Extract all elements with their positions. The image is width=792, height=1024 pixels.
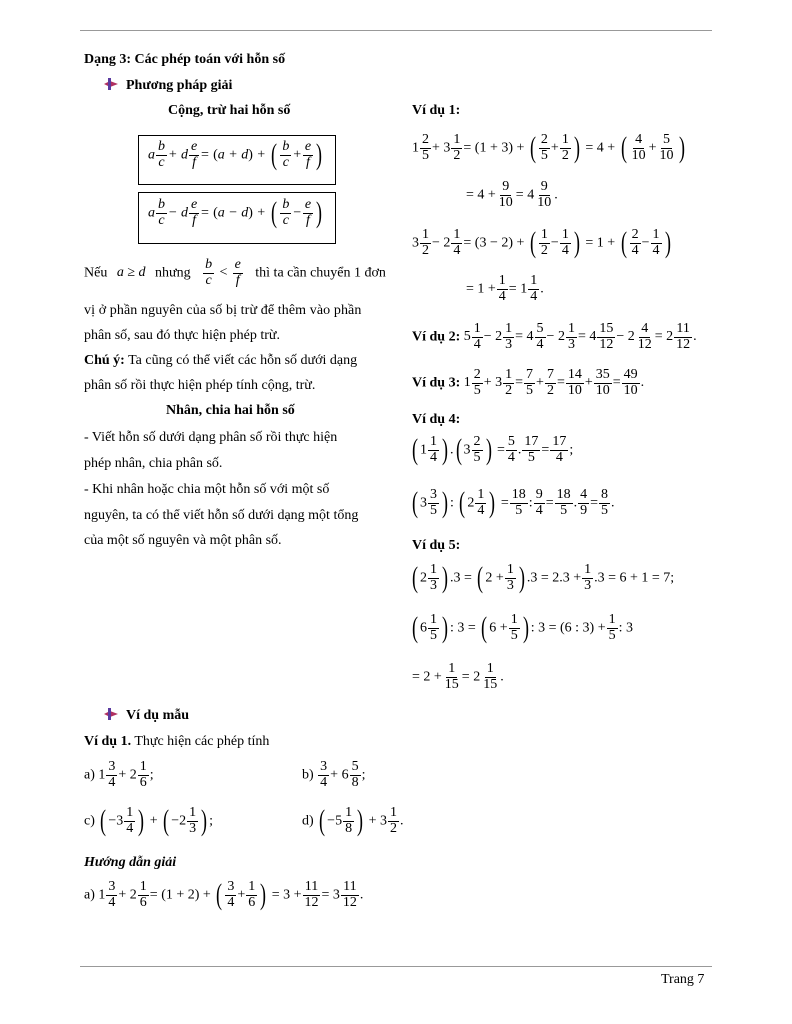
md-line-4: nguyên, ta có thể viết hỗn số dưới dạng một tổng	[84, 508, 359, 523]
ex1-text: Thực hiện các phép tính	[134, 734, 270, 749]
formula-add: a $\frac{b}{c}$ + d $\frac{e}{f}$ = (a + d) + ( $\frac{b}{c}$ + $\frac{e}{f}$ )	[148, 138, 323, 172]
md-line-1: - Viết hỗn số dưới dạng phân số rồi thực hiện	[84, 430, 338, 445]
vd2-line: Ví dụ 2: 5 $\frac{1}{4}$ − 2 $\frac{1}{3}$ = 4 $\frac{5}{4}$ − 2 $\frac{1}{3}$ = 4 $\frac{15}{12}$ − 2 $\frac{4}{12}$ = 2 $\frac{11}{12}$ .	[412, 321, 697, 352]
ex1-line	[84, 734, 269, 750]
ex1-label: Ví dụ 1.	[84, 734, 132, 749]
chu-y-line-2: phân số rồi thực hiện phép tính cộng, trừ.	[84, 378, 316, 393]
note-text-b: nhưng	[155, 265, 191, 281]
bullet-icon	[104, 708, 118, 720]
vd1-eq4: = 1 + $\frac{1}{4}$ = 1 $\frac{1}{4}$ .	[466, 273, 544, 304]
note-text-c: thì ta cần chuyển 1 đơn	[255, 265, 386, 281]
ex1-b: b) $\frac{3}{4}$ + 6 $\frac{5}{8}$ ;	[302, 759, 366, 790]
vd1-eq3: 3 $\frac{1}{2}$ − 2 $\frac{1}{4}$ = (3 − 2) + ( $\frac{1}{2}$ − $\frac{1}{4}$ ) = 1 + ( $\frac{2}{4}$ − $\frac{1}{4}$ )	[412, 226, 671, 260]
md-line-2: phép nhân, chia phân số.	[84, 456, 223, 471]
vd1-eq1: 1 $\frac{2}{5}$ + 3 $\frac{1}{2}$ = (1 + 3) + ( $\frac{2}{5}$ + $\frac{1}{2}$ ) = 4 + ( $\frac{4}{10}$ + $\frac{5}{10}$ )	[412, 131, 685, 165]
vd5-label: Ví dụ 5:	[412, 538, 461, 553]
method-heading	[104, 78, 232, 94]
header-rule	[80, 30, 712, 31]
vd3-label: Ví dụ 3:	[412, 375, 461, 391]
chu-y-label: Chú ý:	[84, 353, 125, 368]
vd5-eq3: = 2 + $\frac{1}{15}$ = 2 $\frac{1}{15}$ .	[412, 661, 504, 692]
vd1-eq2: = 4 + $\frac{9}{10}$ = 4 $\frac{9}{10}$ .	[466, 179, 558, 210]
chu-y-text: Ta cũng có thể viết các hỗn số dưới dạng	[128, 353, 358, 368]
note-condition: a ≥ d	[116, 265, 146, 281]
vd4-eq2: ( 3 $\frac{3}{5}$ ) : ( 2 $\frac{1}{4}$ ) = $\frac{18}{5}$ : $\frac{9}{4}$ = $\frac{18}{5}$ . $\frac{4}{9}$ = $\frac{8}{5}$ .	[412, 486, 615, 520]
vd3-line: Ví dụ 3: 1 $\frac{2}{5}$ + 3 $\frac{1}{2}$ = $\frac{7}{5}$ + $\frac{7}{2}$ = $\frac{14}{10}$ + $\frac{35}{10}$ = $\frac{49}{10}$ .	[412, 367, 645, 398]
vd5-eq1: ( 2 $\frac{1}{3}$ ) .3 = ( 2 + $\frac{1}{3}$ ) .3 = 2.3 + $\frac{1}{3}$ .3 = 6 + 1 = 7;	[412, 561, 675, 595]
md-line-5: của một số nguyên và một phân số.	[84, 533, 282, 548]
note-line-2: vị ở phần nguyên của số bị trừ để thêm vào phần	[84, 303, 362, 318]
ex1-c: c) ( −3 $\frac{1}{4}$ ) + ( −2 $\frac{1}{3}$ ) ;	[84, 804, 213, 838]
ex1-a-solution: a) 1 $\frac{3}{4}$ + 2 $\frac{1}{6}$ = (1 + 2) + ( $\frac{3}{4}$ + $\frac{1}{6}$ ) = 3 + $\frac{11}{12}$ = 3 $\frac{11}{12}$ .	[84, 878, 364, 912]
note-text-a: Nếu	[84, 265, 108, 281]
footer-rule	[80, 966, 712, 967]
ex1-d: d) ( −5 $\frac{1}{8}$ ) + 3 $\frac{1}{2}$ .	[302, 804, 404, 838]
vd4-label: Ví dụ 4:	[412, 412, 461, 427]
guide-heading: Hướng dẫn giải	[84, 855, 177, 870]
formula-sub: a $\frac{b}{c}$ − d $\frac{e}{f}$ = (a − d) + ( $\frac{b}{c}$ − $\frac{e}{f}$ )	[148, 196, 323, 230]
note-inequality: $\frac{b}{c}$ < $\frac{e}{f}$	[205, 257, 241, 288]
vd2-label: Ví dụ 2:	[412, 329, 461, 345]
vd1-label: Ví dụ 1:	[412, 103, 461, 118]
note-line-1	[84, 258, 386, 288]
md-line-3: - Khi nhân hoặc chia một hỗn số với một số	[84, 482, 330, 497]
note-line-3: phân số, sau đó thực hiện phép trừ.	[84, 328, 280, 343]
mul-div-heading: Nhân, chia hai hỗn số	[166, 403, 295, 418]
sample-heading	[104, 708, 189, 724]
method-heading-text: Phương pháp giải	[126, 78, 233, 93]
add-sub-heading: Cộng, trừ hai hỗn số	[168, 103, 291, 118]
sample-heading-text: Ví dụ mẫu	[126, 708, 190, 723]
section-title: Dạng 3: Các phép toán với hỗn số	[84, 52, 286, 67]
vd4-eq1: ( 1 $\frac{1}{4}$ ) .( 3 $\frac{2}{5}$ ) = $\frac{5}{4}$ . $\frac{17}{5}$ = $\frac{17}{4}$ ;	[412, 433, 574, 467]
page-footer: Trang 7	[661, 972, 705, 987]
vd5-eq2: ( 6 $\frac{1}{5}$ ) : 3 = ( 6 + $\frac{1}{5}$ ) : 3 = (6 : 3) + $\frac{1}{5}$ : 3	[412, 611, 633, 645]
chu-y-line-1	[84, 353, 357, 369]
ex1-a: a) 1 $\frac{3}{4}$ + 2 $\frac{1}{6}$ ;	[84, 759, 154, 790]
bullet-icon	[104, 78, 118, 90]
